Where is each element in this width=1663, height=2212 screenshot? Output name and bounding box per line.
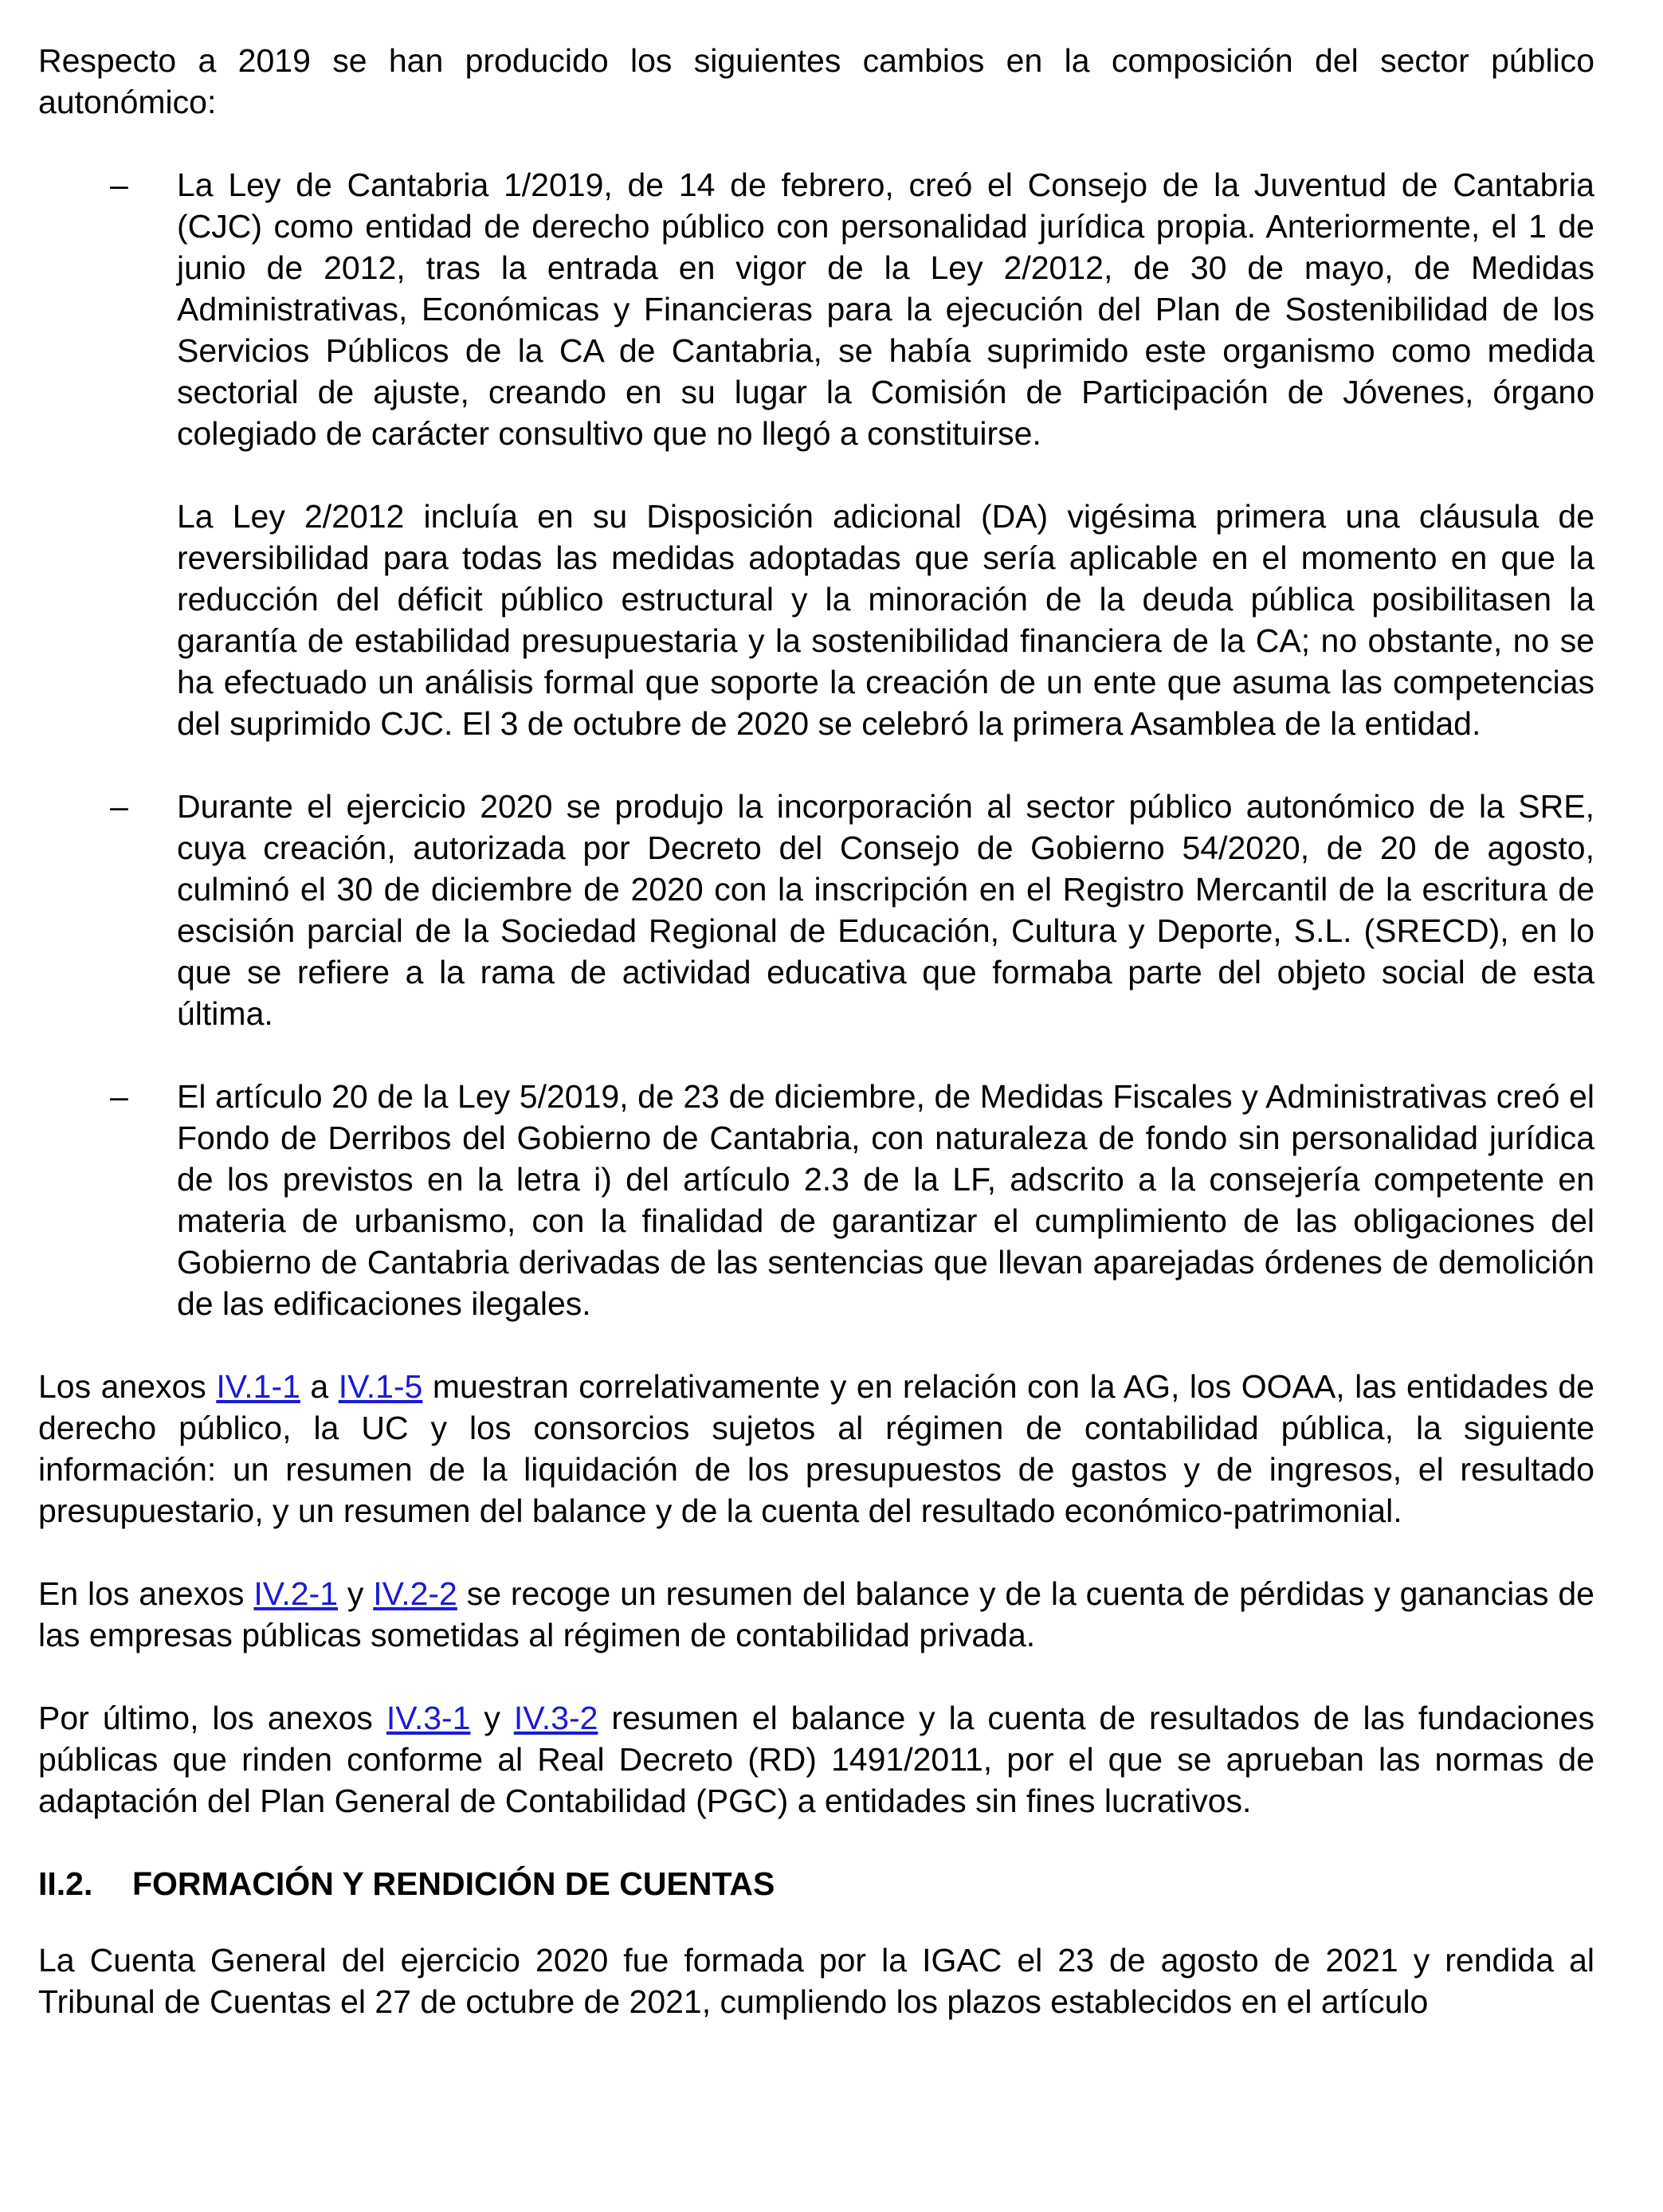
annex-link-iv-1-1[interactable]: IV.1-1: [216, 1368, 300, 1405]
annex-link-iv-3-1[interactable]: IV.3-1: [386, 1700, 471, 1736]
annex-link-iv-2-1[interactable]: IV.2-1: [253, 1575, 338, 1612]
intro-paragraph: Respecto a 2019 se han producido los siguientes cambios en la composición del sector público autonómico:: [38, 42, 1594, 120]
bullet-paragraph: Durante el ejercicio 2020 se produjo la incorporación al sector público autonómico de la SRE, cuya creación, autorizada por Decreto del Consejo de Gobierno 54/2020, de 20 de agosto, culminó el 30 de diciembre de 2020 con la inscripción en el Registro Mercantil de la escritura de escisión parcial de la Sociedad Regional de Educación, Cultura y Deporte, S.L. (SRECD), en lo que se refiere a la rama de actividad educativa que formaba parte del objeto social de esta última.: [177, 788, 1594, 1032]
annex-paragraph-foundations: Por último, los anexos IV.3-1 y IV.3-2 resumen el balance y la cuenta de resultados de las fundaciones públicas que rinden conforme al Real Decreto (RD) 1491/2011, por el que se aprueban las normas de adaptación del Plan General de Contabilidad (PGC) a entidades sin fines lucrativos.: [38, 1700, 1594, 1819]
annex-link-iv-1-5[interactable]: IV.1-5: [338, 1368, 423, 1405]
bullet-paragraph: La Ley 2/2012 incluía en su Disposición adicional (DA) vigésima primera una cláusula de reversibilidad para todas las medidas adoptadas que sería aplicable en el momento en que la reducción del déficit público estructural y la minoración de la deuda pública posibilitasen la garantía de estabilidad presupuestaria y la sostenibilidad financiera de la CA; no obstante, no se ha efectuado un análisis formal que soporte la creación de un ente que asuma las competencias del suprimido CJC. El 3 de octubre de 2020 se celebró la primera Asamblea de la entidad.: [177, 498, 1594, 742]
bullet-paragraph: La Ley de Cantabria 1/2019, de 14 de febrero, creó el Consejo de la Juventud de Cantabria (CJC) como entidad de derecho público con personalidad jurídica propia. Anteriormente, el 1 de junio de 2012, tras la entrada en vigor de la Ley 2/2012, de 30 de mayo, de Medidas Administrativas, Económicas y Financieras para la ejecución del Plan de Sostenibilidad de los Servicios Públicos de la CA de Cantabria, se había suprimido este organismo como medida sectorial de ajuste, creando en su lugar la Comisión de Participación de Jóvenes, órgano colegiado de carácter consultivo que no llegó a constituirse.: [177, 167, 1594, 452]
bullet-item-sre: [38, 786, 1594, 1034]
annex-paragraph-public-companies: En los anexos IV.2-1 y IV.2-2 se recoge un resumen del balance y de la cuenta de pérdidas y ganancias de las empresas públicas sometidas al régimen de contabilidad privada.: [38, 1575, 1594, 1653]
annex-link-iv-3-2[interactable]: IV.3-2: [513, 1700, 598, 1736]
bullet-item-cjc: [38, 164, 1594, 744]
closing-paragraph: La Cuenta General del ejercicio 2020 fue formada por la IGAC el 23 de agosto de 2021 y rendida al Tribunal de Cuentas el 27 de octubre de 2021, cumpliendo los plazos establecidos en el artículo: [38, 1942, 1594, 2020]
annex-paragraph-public-accounting: Los anexos IV.1-1 a IV.1-5 muestran correlativamente y en relación con la AG, los OOAA, las entidades de derecho público, la UC y los consorcios sujetos al régimen de contabilidad pública, la siguiente información: un resumen de la liquidación de los presupuestos de gastos y de ingresos, el resultado presupuestario, y un resumen del balance y de la cuenta del resultado económico-patrimonial.: [38, 1368, 1594, 1529]
bullet-dash: –: [110, 788, 128, 825]
bullet-dash: –: [110, 1078, 128, 1115]
bullet-dash: –: [110, 167, 128, 203]
bullet-paragraph: El artículo 20 de la Ley 5/2019, de 23 de diciembre, de Medidas Fiscales y Administrativas creó el Fondo de Derribos del Gobierno de Cantabria, con naturaleza de fondo sin personalidad jurídica de los previstos en la letra i) del artículo 2.3 de la LF, adscrito a la consejería competente en materia de urbanismo, con la finalidad de garantizar el cumplimiento de las obligaciones del Gobierno de Cantabria derivadas de las sentencias que llevan aparejadas órdenes de demolición de las edificaciones ilegales.: [177, 1078, 1594, 1322]
annex-link-iv-2-2[interactable]: IV.2-2: [373, 1575, 457, 1612]
bullet-item-fondo-derribos: [38, 1076, 1594, 1324]
section-title: FORMACIÓN Y RENDICIÓN DE CUENTAS: [132, 1865, 775, 1902]
section-number: II.2.: [38, 1865, 93, 1902]
section-heading: [38, 1863, 1594, 1904]
